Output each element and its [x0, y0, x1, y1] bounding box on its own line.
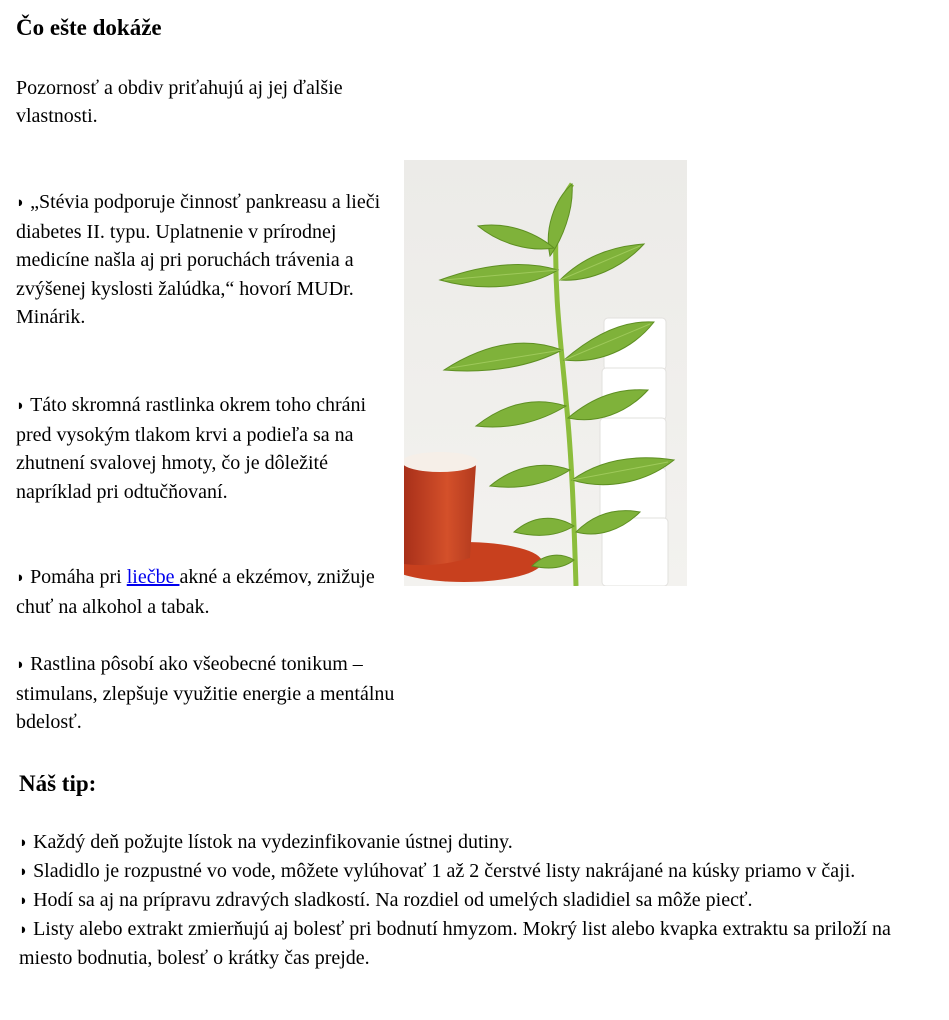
page-heading: Čo ešte dokáže	[16, 15, 162, 40]
paragraph-blood-pressure	[16, 391, 406, 506]
paragraph-acne	[16, 563, 406, 621]
half-circle-bullet-icon: ◗	[19, 922, 29, 938]
half-circle-bullet-icon: ◗	[19, 835, 29, 851]
half-circle-bullet-icon: ◗	[19, 864, 29, 880]
half-circle-bullet-icon: ◗	[16, 195, 26, 211]
tip-item	[19, 886, 944, 915]
half-circle-bullet-icon: ◗	[16, 657, 26, 673]
intro-paragraph: Pozornosť a obdiv priťahujú aj jej ďalšie vlastnosti.	[16, 77, 343, 127]
tips-list	[19, 828, 944, 972]
paragraph-text-after: akné a ekzémov, znižuje chuť na alkohol a tabak.	[16, 566, 375, 618]
paragraph-text-before: Pomáha pri	[30, 566, 127, 588]
paragraph-tonic	[16, 650, 406, 737]
paragraph-text: „Stévia podporuje činnosť pankreasu a lieči diabetes II. typu. Uplatnenie v prírodnej medicíne našla aj pri poruchách trávenia a zvýšenej kyslosti žalúdka,“ hovorí MUDr. Minárik.	[16, 191, 381, 328]
half-circle-bullet-icon: ◗	[16, 570, 26, 586]
tip-item	[19, 915, 944, 972]
paragraph-stevia-diabetes	[16, 188, 406, 332]
tip-text: Hodí sa aj na prípravu zdravých sladkostí. Na rozdiel od umelých sladidiel sa môže piecť.	[33, 889, 753, 911]
tip-item	[19, 857, 944, 886]
paragraph-text: Rastlina pôsobí ako všeobecné tonikum – stimulans, zlepšuje využitie energie a mentálnu bdelosť.	[16, 653, 395, 733]
tip-text: Listy alebo extrakt zmierňujú aj bolesť pri bodnutí hmyzom. Mokrý list alebo kvapka extraktu sa priloží na miesto bodnutia, bolesť o krátky čas prejde.	[19, 918, 891, 969]
tip-item	[19, 828, 944, 857]
half-circle-bullet-icon: ◗	[19, 893, 29, 909]
tip-heading: Náš tip:	[19, 771, 97, 796]
paragraph-text: Táto skromná rastlinka okrem toho chráni pred vysokým tlakom krvi a podieľa sa na zhutnení svalovej hmoty, čo je dôležité napríklad pri odtučňovaní.	[16, 394, 367, 503]
liecbe-link[interactable]: liečbe	[126, 566, 180, 588]
tip-text: Sladidlo je rozpustné vo vode, môžete vylúhovať 1 až 2 čerstvé listy nakrájané na kúsky priamo v čaji.	[33, 860, 856, 882]
half-circle-bullet-icon: ◗	[16, 398, 26, 414]
tip-text: Každý deň požujte lístok na vydezinfikovanie ústnej dutiny.	[33, 831, 513, 853]
stevia-plant-image	[404, 160, 687, 586]
